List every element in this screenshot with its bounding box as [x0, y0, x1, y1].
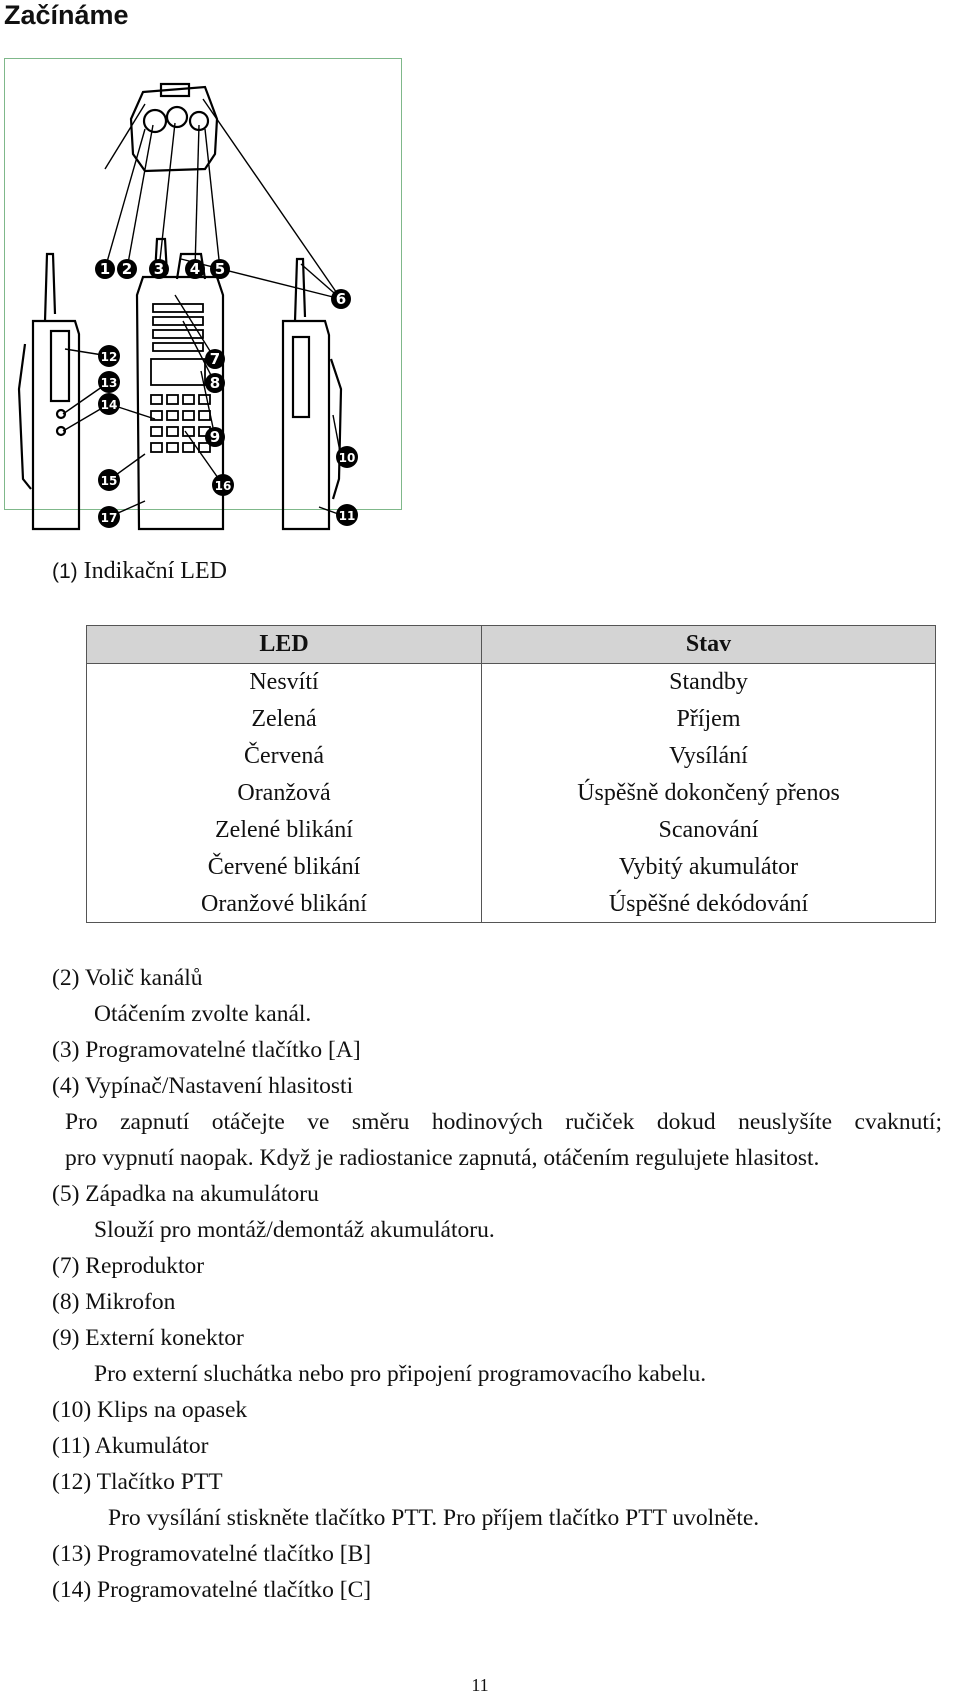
callout-15: [98, 469, 120, 491]
callout-label: 1: [99, 260, 111, 278]
item-description: Otáčením zvolte kanál.: [94, 1001, 312, 1027]
status-cell: Úspěšně dokončený přenos: [482, 775, 936, 812]
callout-label: 16: [214, 479, 232, 493]
radio-illustration: [5, 59, 403, 525]
led-cell: Oranžové blikání: [87, 885, 482, 922]
led-section-number: (1): [52, 560, 78, 583]
callout-8: [205, 373, 225, 393]
page-heading: Začínáme: [4, 0, 129, 30]
item-heading: (4) Vypínač/Nastavení hlasitosti: [52, 1073, 354, 1099]
page-number: 11: [471, 1675, 489, 1695]
item-description: Pro externí sluchátka nebo pro připojení programovacího kabelu.: [94, 1361, 707, 1387]
table-row: [87, 811, 936, 848]
item-heading: (10) Klips na opasek: [52, 1397, 248, 1423]
table-row: [87, 848, 936, 885]
item-heading: (11) Akumulátor: [52, 1433, 209, 1459]
item-heading: (12) Tlačítko PTT: [52, 1469, 223, 1495]
led-section-label: Indikační LED: [83, 558, 227, 584]
led-section-title: [52, 558, 227, 585]
callout-11: [336, 504, 358, 526]
callout-16: [212, 474, 234, 496]
item-heading: (2) Volič kanálů: [52, 965, 203, 991]
callout-9: [205, 427, 225, 447]
callout-10: [336, 446, 358, 468]
callout-label: 2: [121, 260, 133, 278]
status-cell: Scanování: [482, 811, 936, 848]
header-led: LED: [87, 626, 482, 664]
callout-label: 12: [100, 350, 118, 364]
item-heading: (9) Externí konektor: [52, 1325, 244, 1351]
callout-label: 17: [100, 511, 118, 525]
led-cell: Zelená: [87, 701, 482, 738]
callout-13: [98, 371, 120, 393]
callout-7: [205, 349, 225, 369]
led-cell: Červená: [87, 738, 482, 775]
callout-17: [98, 506, 120, 528]
table-row: [87, 663, 936, 700]
header-stav: Stav: [482, 626, 936, 664]
callout-label: 14: [100, 398, 118, 412]
callout-label: 15: [100, 474, 118, 488]
callout-4: [185, 259, 205, 279]
led-cell: Zelené blikání: [87, 811, 482, 848]
callout-label: 3: [153, 260, 165, 278]
callout-label: 8: [209, 374, 221, 392]
callout-label: 5: [214, 260, 226, 278]
item-heading: (7) Reproduktor: [52, 1253, 205, 1279]
item-description: Pro vysílání stiskněte tlačítko PTT. Pro příjem tlačítko PTT uvolněte.: [108, 1505, 760, 1531]
callout-label: 13: [100, 376, 118, 390]
item-heading: (3) Programovatelné tlačítko [A]: [52, 1037, 361, 1063]
item-description: Slouží pro montáž/demontáž akumulátoru.: [94, 1217, 495, 1243]
status-cell: Vybitý akumulátor: [482, 848, 936, 885]
item-heading: (5) Západka na akumulátoru: [52, 1181, 319, 1207]
callout-2: [117, 259, 137, 279]
callout-label: 6: [335, 290, 347, 308]
table-row: [87, 738, 936, 775]
status-cell: Úspěšné dekódování: [482, 885, 936, 922]
callout-6: [331, 289, 351, 309]
item-description: pro vypnutí naopak. Když je radiostanice zapnutá, otáčením regulujete hlasitost.: [65, 1145, 820, 1171]
led-cell: Červené blikání: [87, 848, 482, 885]
status-cell: Vysílání: [482, 738, 936, 775]
callout-label: 9: [209, 428, 221, 446]
callout-label: 10: [338, 451, 356, 465]
item-heading: (13) Programovatelné tlačítko [B]: [52, 1541, 372, 1567]
table-header-row: [87, 626, 936, 664]
callout-label: 4: [189, 260, 201, 278]
status-cell: Příjem: [482, 701, 936, 738]
radio-diagram: [4, 58, 402, 525]
item-heading: (14) Programovatelné tlačítko [C]: [52, 1577, 372, 1603]
callout-3: [149, 259, 169, 279]
table-row: [87, 701, 936, 738]
table-row: [87, 775, 936, 812]
led-cell: Nesvítí: [87, 663, 482, 700]
callout-14: [98, 393, 120, 415]
callout-label: 11: [338, 509, 356, 523]
callout-12: [98, 345, 120, 367]
item-description: Pro zapnutí otáčejte ve směru hodinových ručiček dokud neuslyšíte cvaknutí;: [65, 1109, 942, 1135]
item-heading: (8) Mikrofon: [52, 1289, 176, 1315]
led-cell: Oranžová: [87, 775, 482, 812]
table-row: [87, 885, 936, 922]
callout-5: [210, 259, 230, 279]
callout-1: [95, 259, 115, 279]
led-status-table: [86, 625, 936, 923]
status-cell: Standby: [482, 663, 936, 700]
callout-label: 7: [209, 350, 221, 368]
component-list: [52, 960, 952, 1608]
